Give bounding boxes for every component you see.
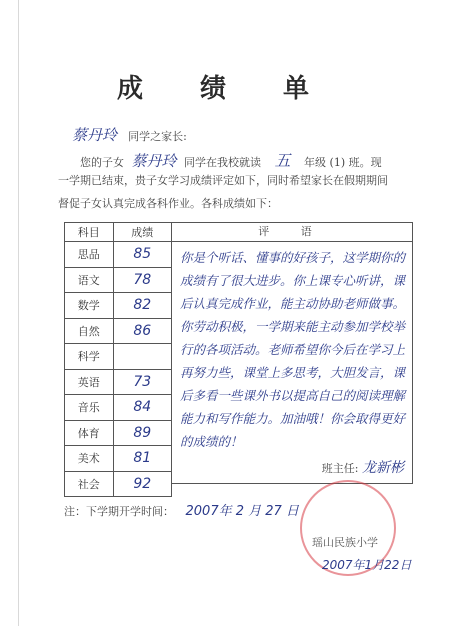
score-cell: 78 — [113, 267, 171, 293]
table-row — [65, 369, 172, 395]
table-row — [65, 344, 172, 370]
intro-middle: 同学在我校就读 — [184, 156, 262, 169]
subject-cell: 英语 — [65, 369, 114, 395]
table-row — [65, 267, 172, 293]
next-term-date: 2007年 2 月 27 日 — [185, 504, 299, 519]
subject-cell: 数学 — [65, 293, 114, 319]
issue-date: 2007年1月22日 — [322, 558, 412, 572]
score-cell: 81 — [113, 446, 171, 472]
subject-cell: 思品 — [65, 242, 114, 268]
table-row — [65, 293, 172, 319]
teacher-name: 龙新彬 — [362, 460, 404, 476]
table-row — [65, 318, 172, 344]
subject-cell: 科学 — [65, 344, 114, 370]
subject-cell: 体育 — [65, 420, 114, 446]
class-info: 年级 (1) 班。现 — [304, 156, 382, 169]
subject-cell: 自然 — [65, 318, 114, 344]
score-cell: 89 — [113, 420, 171, 446]
intro-line-2: 一学期已结束，贵子女学习成绩评定如下，同时希望家长在假期期间 — [58, 174, 388, 187]
page-title: 成 绩 单 — [116, 74, 334, 104]
teacher-label: 班主任: — [321, 462, 359, 475]
table-row — [65, 242, 172, 268]
table-row — [65, 420, 172, 446]
student-name-intro: 蔡丹玲 — [131, 152, 177, 170]
comment-header: 评 语 — [172, 223, 412, 242]
subject-cell: 社会 — [65, 471, 114, 497]
comment-box — [172, 222, 413, 484]
grade-value: 五 — [274, 151, 291, 170]
table-row — [65, 446, 172, 472]
score-header: 成绩 — [113, 223, 171, 242]
table-row — [65, 395, 172, 421]
subject-cell: 美术 — [65, 446, 114, 472]
next-term-note — [64, 500, 299, 519]
score-cell: 73 — [113, 369, 171, 395]
salutation — [72, 124, 187, 145]
score-cell: 84 — [113, 395, 171, 421]
score-cell: 85 — [113, 242, 171, 268]
intro-prefix: 您的子女 — [80, 156, 124, 169]
subject-cell: 音乐 — [65, 395, 114, 421]
score-cell: 92 — [113, 471, 171, 497]
salutation-suffix: 同学之家长: — [128, 130, 187, 143]
score-cell: 86 — [113, 318, 171, 344]
score-cell — [113, 344, 171, 370]
grades-table — [64, 222, 172, 497]
subject-cell: 语文 — [65, 267, 114, 293]
teacher-comment: 你是个听话、懂事的好孩子，这学期你的成绩有了很大进步。你上课专心听讲，课后认真完成作业，能主动协助老师做事。你劳动积极，一学期来能主动参加学校举行的各项活动。老师希望你今后在学习上再努力些，课堂上多思考，大胆发言，课后多看一些课外书以提高自己的阅读理解能力和写作能力。加油哦！你会取得更好的成绩的！ — [180, 250, 406, 449]
teacher-signature — [322, 457, 404, 477]
intro-line-1 — [80, 148, 440, 171]
table-row — [65, 471, 172, 497]
school-name: 瑶山民族小学 — [312, 536, 378, 549]
student-name: 蔡丹玲 — [72, 126, 118, 144]
score-cell: 82 — [113, 293, 171, 319]
intro-line-3: 督促子女认真完成各科作业。各科成绩如下： — [58, 197, 278, 210]
next-term-label: 注：下学期开学时间： — [64, 505, 174, 518]
subject-header: 科目 — [65, 223, 114, 242]
